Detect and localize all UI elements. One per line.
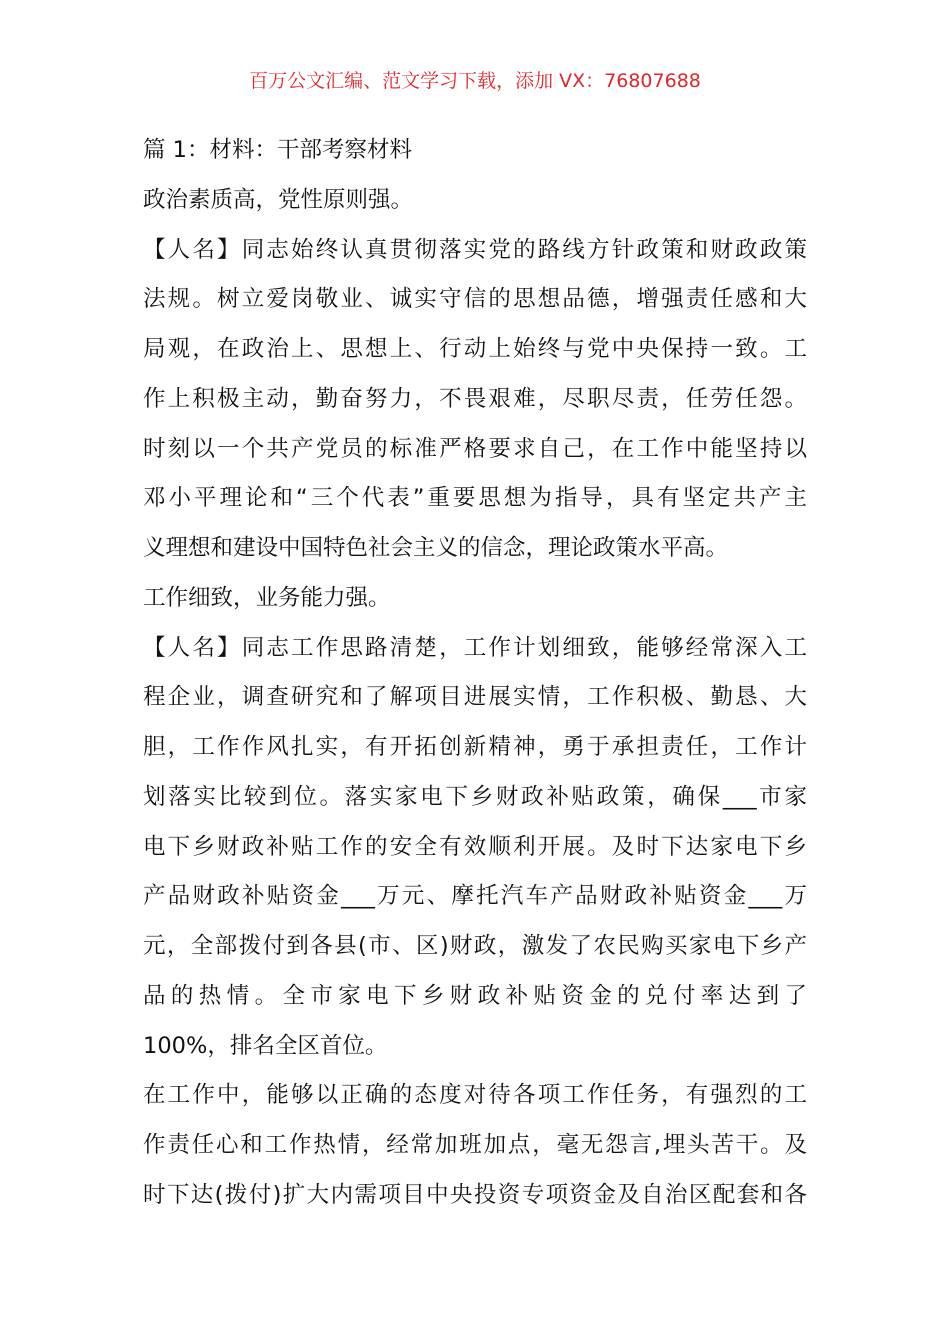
section-title: 篇 1：材料：干部考察材料	[143, 137, 412, 163]
paragraph-line: 【人名】同志始终认真贯彻落实党的路线方针政策和财政政策	[143, 236, 807, 263]
paragraph-line: 时刻以一个共产党员的标准严格要求自己，在工作中能坚持以	[143, 435, 807, 462]
paragraph-line: 产品财政补贴资金___万元、摩托汽车产品财政补贴资金___万	[143, 883, 807, 910]
paragraph-line: 义理想和建设中国特色社会主义的信念，理论政策水平高。	[143, 535, 729, 561]
paragraph-line: 时下达(拨付)扩大内需项目中央投资专项资金及自治区配套和各	[143, 1181, 807, 1208]
paragraph-line: 划落实比较到位。落实家电下乡财政补贴政策，确保___市家	[143, 783, 807, 810]
paragraph-line: 作上积极主动，勤奋努力，不畏艰难，尽职尽责，任劳任怨。	[143, 385, 807, 412]
subheading: 工作细致，业务能力强。	[143, 584, 391, 611]
document-body	[143, 126, 807, 1221]
paragraph-line: 在工作中，能够以正确的态度对待各项工作任务，有强烈的工	[143, 1082, 807, 1109]
watermark-header: 百万公文汇编、范文学习下载，添加 VX：76807688	[249, 70, 701, 92]
paragraph-line: 法规。树立爱岗敬业、诚实守信的思想品德，增强责任感和大	[143, 286, 807, 313]
paragraph-line: 胆，工作作风扎实，有开拓创新精神，勇于承担责任，工作计	[143, 734, 807, 760]
paragraph-line: 【人名】同志工作思路清楚，工作计划细致，能够经常深入工	[143, 634, 807, 661]
subheading: 政治素质高，党性原则强。	[143, 186, 414, 213]
paragraph-line: 邓小平理论和“三个代表”重要思想为指导，具有坚定共产主	[143, 485, 807, 512]
paragraph-line: 程企业，调查研究和了解项目进展实情，工作积极、勤恳、大	[143, 684, 807, 711]
paragraph-line: 品的热情。全市家电下乡财政补贴资金的兑付率达到了	[143, 982, 807, 1009]
paragraph-line: 元，全部拨付到各县(市、区)财政，激发了农民购买家电下乡产	[143, 933, 807, 959]
paragraph-line: 100%，排名全区首位。	[143, 1032, 388, 1059]
paragraph-line: 电下乡财政补贴工作的安全有效顺利开展。及时下达家电下乡	[143, 833, 807, 860]
paragraph-line: 局观，在政治上、思想上、行动上始终与党中央保持一致。工	[143, 336, 807, 362]
paragraph-line: 作责任心和工作热情，经常加班加点，毫无怨言,埋头苦干。及	[143, 1132, 807, 1158]
